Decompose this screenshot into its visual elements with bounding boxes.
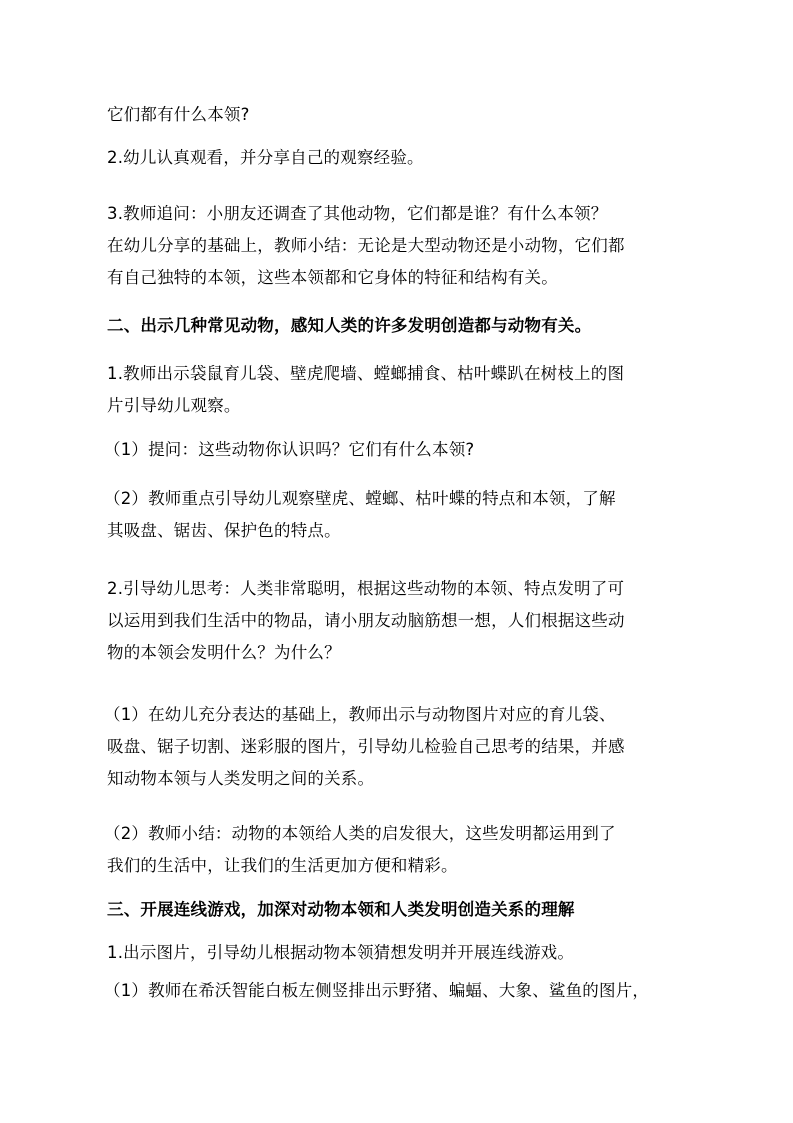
section-heading: 三、开展连线游戏，加深对动物本领和人类发明创造关系的理解: [107, 900, 575, 919]
paragraph-line: 3.教师追问：小朋友还调查了其他动物，它们都是谁？有什么本领？: [107, 204, 608, 223]
section-heading: 二、出示几种常见动物，感知人类的许多发明创造都与动物有关。: [107, 316, 592, 335]
paragraph-line: 2.引导幼儿思考：人类非常聪明，根据这些动物的本领、特点发明了可: [107, 579, 625, 598]
paragraph-line: 我们的生活中，让我们的生活更加方便和精彩。: [107, 856, 458, 875]
paragraph-line: 片引导幼儿观察。: [107, 396, 241, 415]
paragraph-line: 2.幼儿认真观看，并分享自己的观察经验。: [107, 148, 424, 167]
paragraph-line: 在幼儿分享的基础上，教师小结：无论是大型动物还是小动物，它们都: [107, 236, 625, 255]
paragraph-line: （2）教师小结：动物的本领给人类的启发很大，这些发明都运用到了: [104, 824, 616, 843]
paragraph-line: 有自己独特的本领，这些本领都和它身体的特征和结构有关。: [107, 268, 558, 287]
paragraph-line: 吸盘、锯子切割、迷彩服的图片，引导幼儿检验自己思考的结果，并感: [107, 737, 625, 756]
paragraph-line: 以运用到我们生活中的物品，请小朋友动脑筋想一想，人们根据这些动: [107, 611, 625, 630]
paragraph-line: 物的本领会发明什么？为什么？: [107, 643, 341, 662]
paragraph-line: 其吸盘、锯齿、保护色的特点。: [107, 521, 341, 540]
paragraph-line: （1）教师在希沃智能白板左侧竖排出示野猪、蝙蝠、大象、鲨鱼的图片，: [104, 981, 650, 1000]
paragraph-line: 它们都有什么本领?: [107, 105, 250, 124]
paragraph-line: 知动物本领与人类发明之间的关系。: [107, 769, 375, 788]
paragraph-line: （1）提问：这些动物你认识吗？它们有什么本领?: [104, 440, 475, 459]
paragraph-line: 1.教师出示袋鼠育儿袋、壁虎爬墙、螳螂捕食、枯叶蝶趴在树枝上的图: [107, 364, 625, 383]
paragraph-line: 1.出示图片，引导幼儿根据动物本领猜想发明并开展连线游戏。: [107, 943, 575, 962]
paragraph-line: （1）在幼儿充分表达的基础上，教师出示与动物图片对应的育儿袋、: [104, 705, 616, 724]
paragraph-line: （2）教师重点引导幼儿观察壁虎、螳螂、枯叶蝶的特点和本领，了解: [104, 489, 616, 508]
